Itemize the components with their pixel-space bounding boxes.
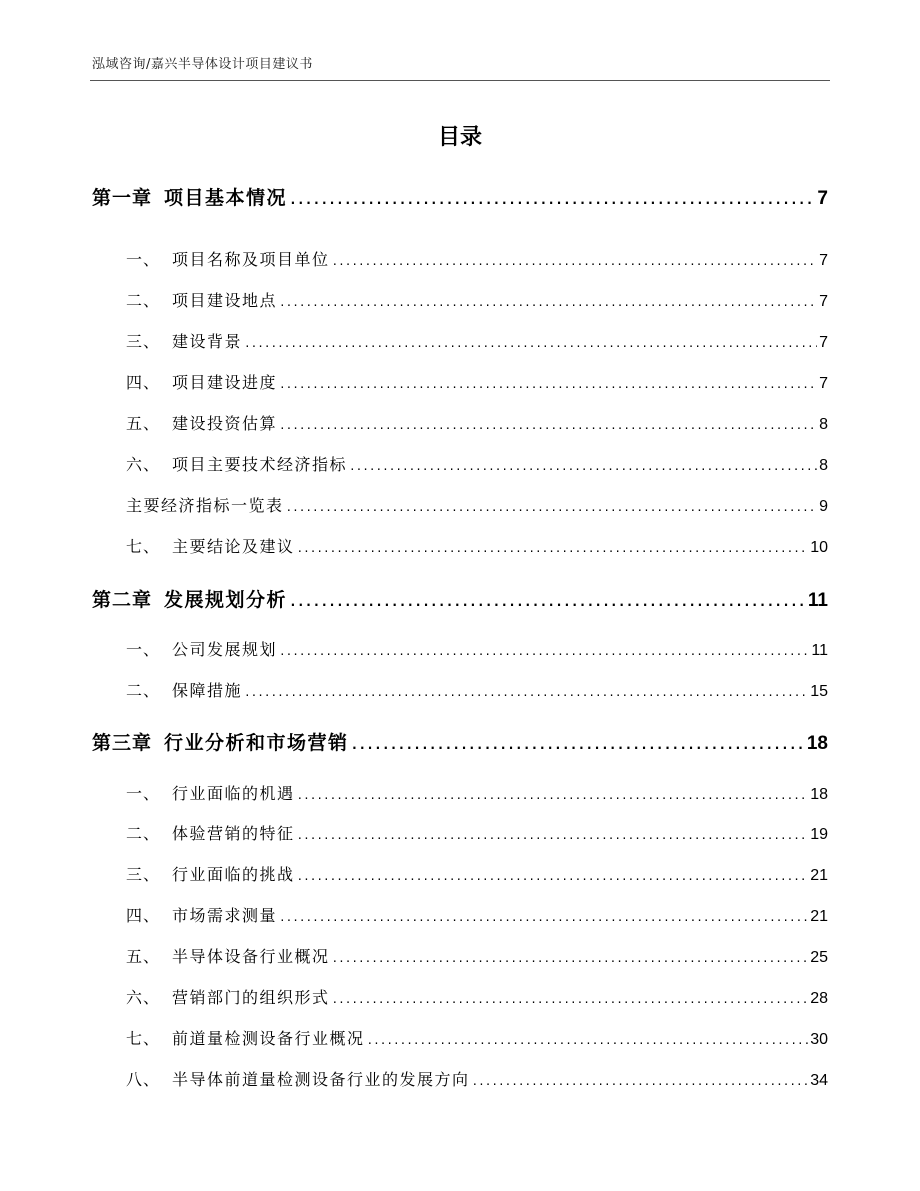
toc-page-number: 15 <box>810 683 828 700</box>
toc-leader-dots <box>297 789 809 802</box>
toc-section[interactable] <box>126 329 828 352</box>
toc-entry-text: 保障措施 <box>172 681 243 700</box>
toc-entry-number: 二、 <box>126 681 161 700</box>
toc-entry-text: 主要经济指标一览表 <box>126 496 284 515</box>
toc-section[interactable] <box>126 1067 828 1090</box>
toc-entry-text: 项目基本情况 <box>164 187 288 209</box>
toc-page-number: 11 <box>807 590 828 611</box>
toc-leader-dots <box>349 460 817 473</box>
toc-entry-number: 一、 <box>126 250 161 269</box>
toc-entry-number: 第三章 <box>92 732 153 754</box>
toc-section[interactable] <box>126 678 828 701</box>
toc-page-number: 7 <box>819 334 828 351</box>
toc-leader-dots <box>332 952 809 965</box>
toc-leader-dots <box>289 193 815 208</box>
toc-entry-number: 第一章 <box>92 187 153 209</box>
toc-page-number: 8 <box>819 457 828 474</box>
toc-entry-text: 公司发展规划 <box>172 640 278 659</box>
toc-leader-dots <box>279 378 817 391</box>
toc-page-number: 18 <box>810 786 828 803</box>
toc-chapter-2[interactable] <box>92 585 828 612</box>
toc-leader-dots <box>297 542 809 555</box>
toc-entry-text: 半导体前道量检测设备行业的发展方向 <box>172 1070 470 1089</box>
toc-entry-number: 七、 <box>126 1029 161 1048</box>
toc-entry-text: 项目名称及项目单位 <box>172 250 330 269</box>
toc-page-number: 7 <box>819 293 828 310</box>
toc-subentry[interactable] <box>126 493 828 516</box>
toc-leader-dots <box>286 501 818 514</box>
toc-entry-number: 二、 <box>126 824 161 843</box>
toc-entry-text: 营销部门的组织形式 <box>172 988 330 1007</box>
toc-leader-dots <box>289 595 806 610</box>
toc-entry-text: 行业分析和市场营销 <box>164 732 349 754</box>
toc-leader-dots <box>367 1034 809 1047</box>
header-rule <box>90 80 830 81</box>
toc-entry-text: 行业面临的机遇 <box>172 784 295 803</box>
toc-entry-number: 三、 <box>126 332 161 351</box>
toc-entry-text: 发展规划分析 <box>164 589 288 611</box>
toc-page-number: 21 <box>810 867 828 884</box>
toc-page-number: 7 <box>817 188 828 209</box>
toc-entry-number: 四、 <box>126 906 161 925</box>
toc-page-number: 28 <box>810 990 828 1007</box>
running-header: 泓域咨询/嘉兴半导体设计项目建议书 <box>92 57 313 72</box>
toc-entry-text: 项目建设地点 <box>172 291 278 310</box>
toc-title: 目录 <box>437 125 482 150</box>
toc-entry-number: 六、 <box>126 988 161 1007</box>
toc-leader-dots <box>472 1075 809 1088</box>
toc-page-number: 21 <box>810 908 828 925</box>
toc-section[interactable] <box>126 534 828 557</box>
toc-section[interactable] <box>126 985 828 1008</box>
toc-entry-text: 建设背景 <box>172 332 243 351</box>
toc-entry-text: 建设投资估算 <box>172 414 278 433</box>
toc-entry-number: 五、 <box>126 947 161 966</box>
toc-leader-dots <box>332 255 818 268</box>
toc-section[interactable] <box>126 781 828 804</box>
toc-leader-dots <box>244 686 808 699</box>
toc-chapter-1[interactable] <box>92 183 828 210</box>
toc-section[interactable] <box>126 862 828 885</box>
toc-entry-number: 第二章 <box>92 589 153 611</box>
toc-page-number: 18 <box>806 733 828 754</box>
toc-leader-dots <box>279 911 808 924</box>
toc-entry-text: 行业面临的挑战 <box>172 865 295 884</box>
toc-section[interactable] <box>126 452 828 475</box>
toc-page-number: 10 <box>810 539 828 556</box>
toc-leader-dots <box>297 829 809 842</box>
toc-leader-dots <box>297 870 809 883</box>
toc-section[interactable] <box>126 903 828 926</box>
toc-leader-dots <box>332 993 809 1006</box>
toc-entry-number: 七、 <box>126 537 161 556</box>
toc-section[interactable] <box>126 1026 828 1049</box>
toc-entry-text: 主要结论及建议 <box>172 537 295 556</box>
toc-page-number: 8 <box>819 416 828 433</box>
toc-entry-text: 市场需求测量 <box>172 906 278 925</box>
toc-section[interactable] <box>126 247 828 270</box>
toc-entry-number: 五、 <box>126 414 161 433</box>
toc-page-number: 19 <box>810 826 828 843</box>
toc-section[interactable] <box>126 944 828 967</box>
toc-section[interactable] <box>126 637 828 660</box>
toc-page-number: 34 <box>810 1072 828 1089</box>
toc-leader-dots <box>279 419 817 432</box>
toc-page-number: 9 <box>819 498 828 515</box>
toc-section[interactable] <box>126 288 828 311</box>
toc-entry-text: 前道量检测设备行业概况 <box>172 1029 365 1048</box>
toc-entry-text: 项目建设进度 <box>172 373 278 392</box>
toc-entry-number: 六、 <box>126 455 161 474</box>
toc-entry-number: 三、 <box>126 865 161 884</box>
toc-leader-dots <box>244 337 817 350</box>
toc-page-number: 7 <box>819 252 828 269</box>
toc-leader-dots <box>351 738 805 753</box>
toc-section[interactable] <box>126 821 828 844</box>
toc-entry-number: 四、 <box>126 373 161 392</box>
toc-entry-text: 半导体设备行业概况 <box>172 947 330 966</box>
toc-section[interactable] <box>126 411 828 434</box>
toc-entry-number: 一、 <box>126 640 161 659</box>
toc-page-number: 7 <box>819 375 828 392</box>
toc-leader-dots <box>279 645 809 658</box>
toc-chapter-3[interactable] <box>92 728 828 755</box>
toc-page-number: 25 <box>810 949 828 966</box>
toc-section[interactable] <box>126 370 828 393</box>
toc-entry-number: 一、 <box>126 784 161 803</box>
toc-entry-text: 体验营销的特征 <box>172 824 295 843</box>
toc-page-number: 11 <box>811 642 828 659</box>
toc-leader-dots <box>279 296 817 309</box>
toc-entry-number: 八、 <box>126 1070 161 1089</box>
toc-entry-number: 二、 <box>126 291 161 310</box>
toc-entry-text: 项目主要技术经济指标 <box>172 455 348 474</box>
toc-page-number: 30 <box>810 1031 828 1048</box>
